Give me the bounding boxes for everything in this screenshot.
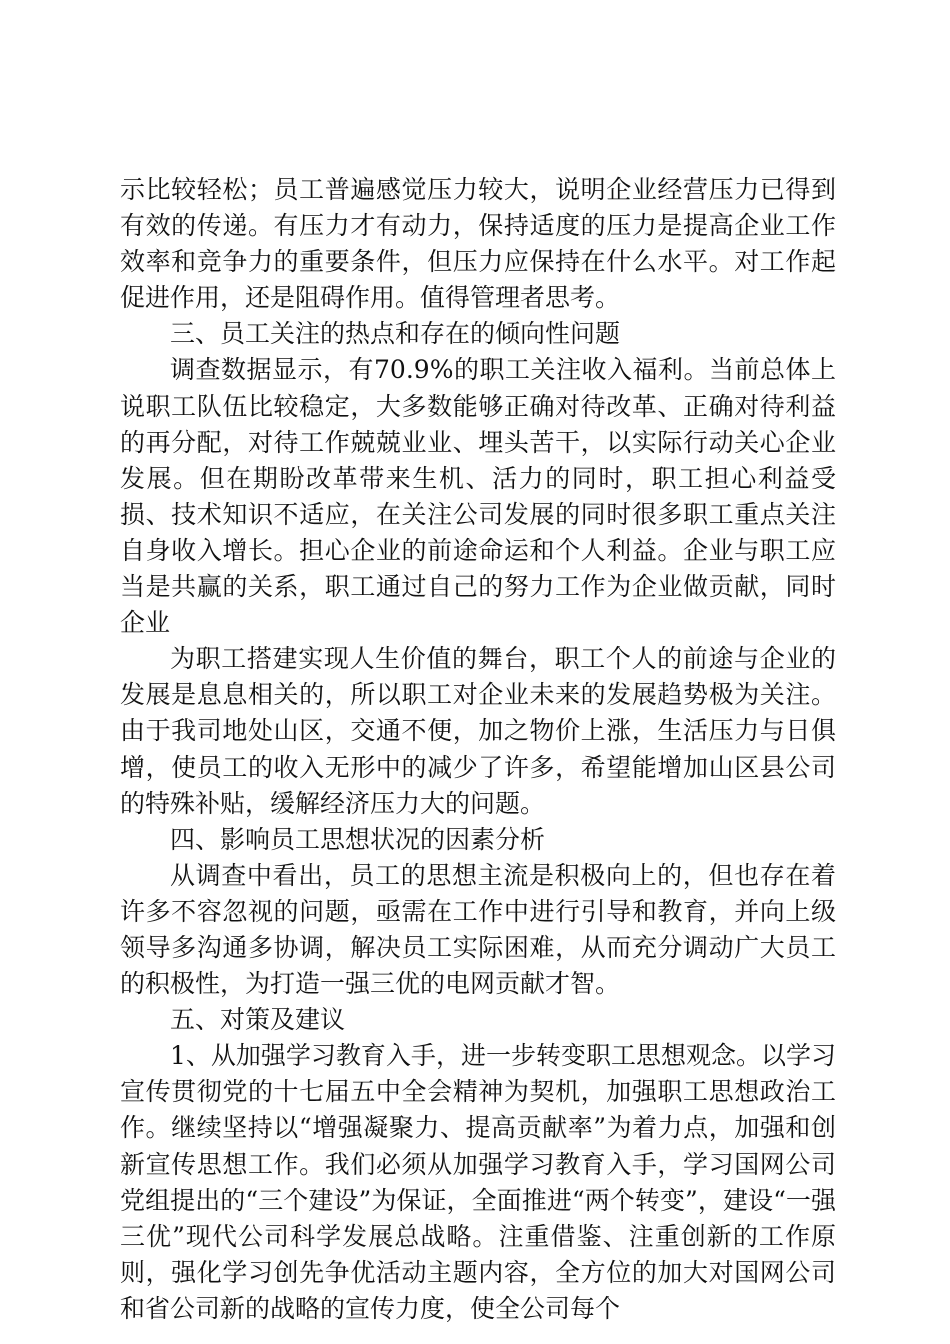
section-heading-3: 三、员工关注的热点和存在的倾向性问题 (170, 319, 621, 349)
paragraph-recommendation-1: 1、从加强学习教育入手，进一步转变职工思想观念。以学习宣传贯彻党的十七届五中全会精神为契机，加强职工思想政治工作。继续坚持以“增强凝聚力、提高贡献率”为着力点，加强和创新宣传思想工作。我们必须从加强学习教育入手，学习国网公司党组提出的“三个建设”为保证，全面推进“两个转变”，建设“一强三优”现代公司科学发展总战略。注重借鉴、注重创新的工作原则，强化学习创先争优活动主题内容，全方位的加大对国网公司和省公司新的战略的宣传力度，使全公司每个 (120, 1041, 836, 1323)
paragraph-continuation: 示比较轻松；员工普遍感觉压力较大，说明企业经营压力已得到有效的传递。有压力才有动力，保持适度的压力是提高企业工作效率和竞争力的重要条件，但压力应保持在什么水平。对工作起促进作用，还是阻碍作用。值得管理者思考。 (120, 175, 836, 313)
section-heading-4: 四、影响员工思想状况的因素分析 (170, 824, 546, 854)
paragraph-career-platform: 为职工搭建实现人生价值的舞台，职工个人的前途与企业的发展是息息相关的，所以职工对企业未来的发展趋势极为关注。由于我司地处山区，交通不便，加之物价上涨，生活压力与日俱增，使员工的收入无形中的减少了许多，希望能增加山区县公司的特殊补贴，缓解经济压力大的问题。 (120, 644, 836, 818)
document-body (120, 172, 836, 1327)
section-heading-5: 五、对策及建议 (170, 1005, 346, 1035)
paragraph-analysis: 从调查中看出，员工的思想主流是积极向上的，但也存在着许多不容忽视的问题，亟需在工作中进行引导和教育，并向上级领导多沟通多协调，解决员工实际困难，从而充分调动广大员工的积极性，为打造一强三优的电网贡献才智。 (120, 860, 836, 999)
paragraph-survey-data: 调查数据显示，有70.9%的职工关注收入福利。当前总体上说职工队伍比较稳定，大多数能够正确对待改革、正确对待利益的再分配，对待工作兢兢业业、埋头苦干，以实际行动关心企业发展。但在期盼改革带来生机、活力的同时，职工担心利益受损、技术知识不适应，在关注公司发展的同时很多职工重点关注自身收入增长。担心企业的前途命运和个人利益。企业与职工应当是共赢的关系，职工通过自己的努力工作为企业做贡献，同时企业 (120, 355, 836, 638)
